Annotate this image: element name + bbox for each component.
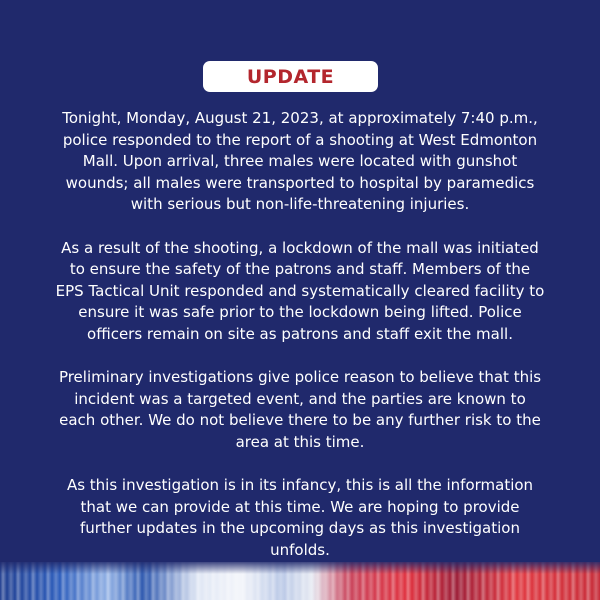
paragraph-further-updates: As this investigation is in its infancy, this is all the information that we can provide at this time. We are hoping to provide further updates in the upcoming days as this investigation unfolds. <box>66 476 534 559</box>
paragraph-incident: Tonight, Monday, August 21, 2023, at approximately 7:40 p.m., police responded to the report of a shooting at West Edmonton Mall. Upon arrival, three males were located with gunshot wounds; all males were transported to hospital by paramedics with serious but non-life-threatening injuries. <box>62 109 538 214</box>
decorative-color-stripe <box>0 562 600 600</box>
update-badge-label: UPDATE <box>246 65 335 88</box>
paragraph-investigation: Preliminary investigations give police reason to believe that this incident was a targeted event, and the parties are known to each other. We do not believe there to be any further risk to the area at this time. <box>58 368 542 451</box>
update-badge <box>203 61 378 92</box>
statement-body <box>55 108 545 561</box>
paragraph-lockdown: As a result of the shooting, a lockdown of the mall was initiated to ensure the safety of the patrons and staff. Members of the EPS Tactical Unit responded and systematically cleared facility to ensure it was safe prior to the lockdown being lifted. Police officers remain on site as patrons and staff exit the mall. <box>55 238 545 343</box>
